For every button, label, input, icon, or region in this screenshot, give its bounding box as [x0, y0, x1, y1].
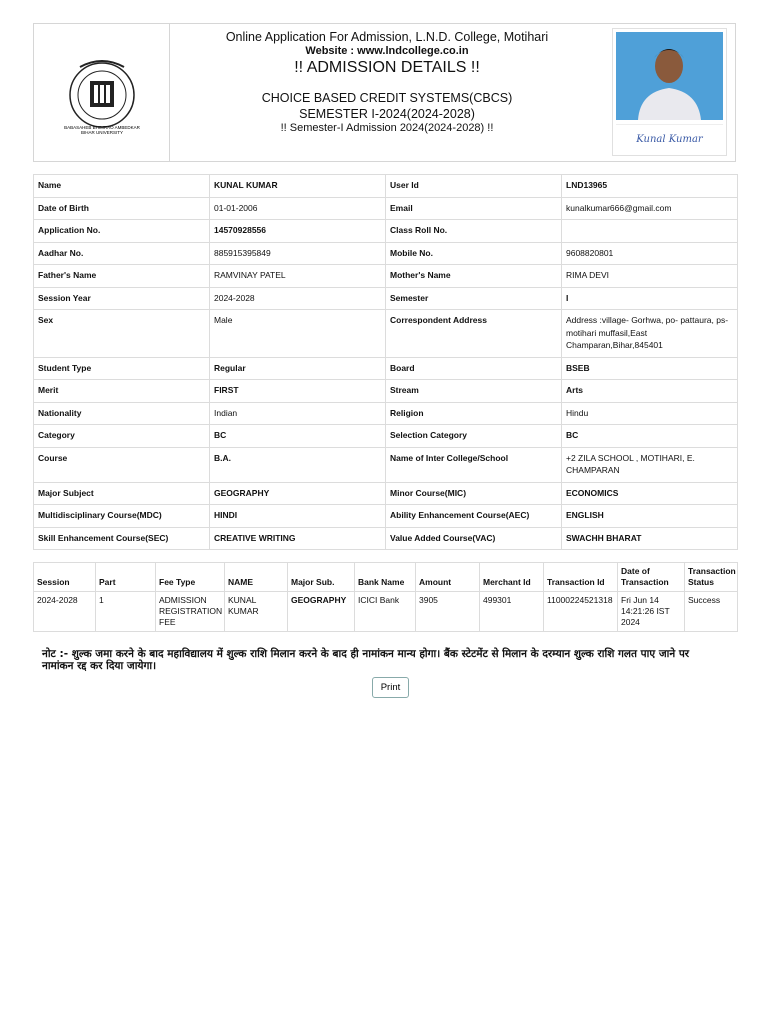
detail-value: Regular — [210, 357, 386, 380]
detail-row — [34, 357, 738, 380]
detail-label: Merit — [34, 380, 210, 403]
fee-column-header: Transaction Id — [544, 563, 618, 592]
detail-row — [34, 197, 738, 220]
detail-row — [34, 505, 738, 528]
detail-value: ECONOMICS — [562, 482, 738, 505]
fee-cell: KUNAL KUMAR — [225, 592, 288, 632]
detail-label: Date of Birth — [34, 197, 210, 220]
logo-text-top: BABASAHEB BHIMRAO AMBEDKAR — [63, 124, 140, 130]
detail-label: Mobile No. — [386, 242, 562, 265]
fee-column-header: Session — [34, 563, 96, 592]
detail-value: RAMVINAY PATEL — [210, 265, 386, 288]
detail-label: Application No. — [34, 220, 210, 243]
detail-row — [34, 380, 738, 403]
detail-value: Address :village- Gorhwa, po- pattaura, ps- motihari muffasil,East Champaran,Bihar,845401 — [562, 310, 738, 358]
photo-cell — [604, 24, 735, 161]
fee-row — [34, 592, 738, 632]
semester-text: SEMESTER I-2024(2024-2028) — [299, 107, 475, 121]
detail-label: Category — [34, 425, 210, 448]
detail-label: Mother's Name — [386, 265, 562, 288]
detail-row — [34, 242, 738, 265]
detail-label: Ability Enhancement Course(AEC) — [386, 505, 562, 528]
detail-label: Email — [386, 197, 562, 220]
detail-label: Student Type — [34, 357, 210, 380]
detail-value: Indian — [210, 402, 386, 425]
detail-label: Multidisciplinary Course(MDC) — [34, 505, 210, 528]
detail-value: KUNAL KUMAR — [210, 175, 386, 198]
admission-note-text: !! Semester-I Admission 2024(2024-2028) !! — [280, 122, 494, 134]
fee-cell: 2024-2028 — [34, 592, 96, 632]
detail-value: SWACHH BHARAT — [562, 527, 738, 550]
detail-value: 885915395849 — [210, 242, 386, 265]
detail-label: User Id — [386, 175, 562, 198]
fee-cell: 499301 — [480, 592, 544, 632]
fee-column-header: Fee Type — [156, 563, 225, 592]
detail-label: Stream — [386, 380, 562, 403]
detail-value: 9608820801 — [562, 242, 738, 265]
detail-label: Father's Name — [34, 265, 210, 288]
fee-cell: 3905 — [416, 592, 480, 632]
title-cell — [170, 24, 604, 161]
detail-value: HINDI — [210, 505, 386, 528]
fee-column-header: Part — [96, 563, 156, 592]
fee-note: नोट :- शुल्क जमा करने के बाद महाविद्यालय में शुल्क राशि मिलान करने के बाद ही नामांकन मान्य होगा। बैंक स्टेटमेंट से मिलान के दरम्यान शुल्क राशि गलत पाए जाने पर नामांकन रद्द कर दिया जायेगा। — [42, 648, 690, 672]
detail-value: Hindu — [562, 402, 738, 425]
student-photo — [616, 32, 723, 120]
logo-text-bottom: BIHAR UNIVERSITY — [80, 129, 123, 135]
logo-cell — [34, 24, 170, 161]
detail-label: Session Year — [34, 287, 210, 310]
detail-row — [34, 287, 738, 310]
detail-value: RIMA DEVI — [562, 265, 738, 288]
detail-row — [34, 175, 738, 198]
fee-cell: ADMISSION REGISTRATION FEE — [156, 592, 225, 632]
program-text: CHOICE BASED CREDIT SYSTEMS(CBCS) — [261, 91, 513, 105]
website-text: Website : www.lndcollege.co.in — [305, 45, 469, 57]
detail-row — [34, 402, 738, 425]
signature: Kunal Kumar — [616, 124, 723, 153]
detail-label: Value Added Course(VAC) — [386, 527, 562, 550]
detail-row — [34, 482, 738, 505]
detail-row — [34, 265, 738, 288]
detail-value: 14570928556 — [210, 220, 386, 243]
detail-value: CREATIVE WRITING — [210, 527, 386, 550]
fee-column-header: Amount — [416, 563, 480, 592]
detail-label: Class Roll No. — [386, 220, 562, 243]
fee-column-header: Merchant Id — [480, 563, 544, 592]
fee-column-header: Date of Transaction — [618, 563, 685, 592]
detail-label: Skill Enhancement Course(SEC) — [34, 527, 210, 550]
fee-column-header: Transaction Status — [685, 563, 738, 592]
detail-label: Selection Category — [386, 425, 562, 448]
fee-column-header: Bank Name — [355, 563, 416, 592]
detail-row — [34, 447, 738, 482]
detail-row — [34, 425, 738, 448]
fee-cell: Success — [685, 592, 738, 632]
fee-cell: Fri Jun 14 14:21:26 IST 2024 — [618, 592, 685, 632]
detail-label: Correspondent Address — [386, 310, 562, 358]
detail-value: 2024-2028 — [210, 287, 386, 310]
detail-label: Semester — [386, 287, 562, 310]
detail-label: Nationality — [34, 402, 210, 425]
detail-value: B.A. — [210, 447, 386, 482]
fee-column-header: NAME — [225, 563, 288, 592]
detail-label: Minor Course(MIC) — [386, 482, 562, 505]
detail-value: BC — [562, 425, 738, 448]
detail-row — [34, 527, 738, 550]
detail-value: +2 ZILA SCHOOL , MOTIHARI, E. CHAMPARAN — [562, 447, 738, 482]
detail-value: FIRST — [210, 380, 386, 403]
fee-cell: 1 — [96, 592, 156, 632]
print-button[interactable]: Print — [372, 677, 409, 698]
fee-cell: GEOGRAPHY — [288, 592, 355, 632]
page-heading: !! ADMISSION DETAILS !! — [294, 59, 480, 76]
detail-label: Major Subject — [34, 482, 210, 505]
detail-row — [34, 220, 738, 243]
detail-value: LND13965 — [562, 175, 738, 198]
detail-value: BSEB — [562, 357, 738, 380]
detail-value: Male — [210, 310, 386, 358]
detail-label: Name — [34, 175, 210, 198]
fee-cell: 11000224521318 — [544, 592, 618, 632]
header-panel — [33, 23, 736, 162]
detail-label: Aadhar No. — [34, 242, 210, 265]
fee-transaction-table — [33, 562, 738, 632]
detail-label: Religion — [386, 402, 562, 425]
university-logo — [60, 51, 144, 135]
detail-value: GEOGRAPHY — [210, 482, 386, 505]
detail-value: 01-01-2006 — [210, 197, 386, 220]
college-title: Online Application For Admission, L.N.D. College, Motihari — [225, 30, 549, 44]
detail-value: kunalkumar666@gmail.com — [562, 197, 738, 220]
detail-label: Sex — [34, 310, 210, 358]
detail-value: ENGLISH — [562, 505, 738, 528]
fee-table-header-row — [34, 563, 738, 592]
detail-label: Name of Inter College/School — [386, 447, 562, 482]
photo-frame — [612, 28, 727, 156]
detail-label: Course — [34, 447, 210, 482]
fee-column-header: Major Sub. — [288, 563, 355, 592]
detail-value: BC — [210, 425, 386, 448]
detail-label: Board — [386, 357, 562, 380]
fee-cell: ICICI Bank — [355, 592, 416, 632]
detail-value: I — [562, 287, 738, 310]
student-details-table — [33, 174, 738, 550]
detail-value: Arts — [562, 380, 738, 403]
detail-row — [34, 310, 738, 358]
detail-value — [562, 220, 738, 243]
